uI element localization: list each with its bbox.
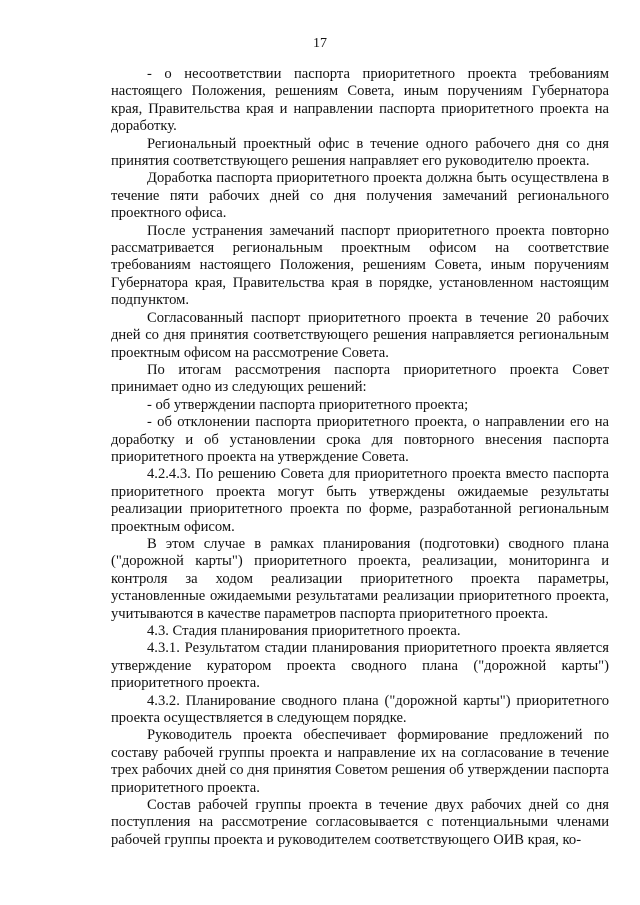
paragraph: Руководитель проекта обеспечивает формирование предложений по составу рабочей группы проекта и направление их на согласование в течение трех рабочих дней со дня принятия Советом решения об утверждении паспорта приоритетного проекта. xyxy=(111,727,609,796)
list-item: - об утверждении паспорта приоритетного проекта; xyxy=(147,396,469,413)
document-body xyxy=(111,66,609,849)
paragraph: После устранения замечаний паспорт приоритетного проекта повторно рассматривается региональным проектным офисом на соответствие требованиям настоящего Положения, решениям Совета, иным поручениям Губернатора края, Правительства края в порядке, установленном настоящим подпунктом. xyxy=(111,222,609,309)
paragraph: Доработка паспорта приоритетного проекта должна быть осуществлена в течение пяти рабочих дней со дня получения замечаний регионального проектного офиса. xyxy=(111,170,609,222)
paragraph: Согласованный паспорт приоритетного проекта в течение 20 рабочих дней со дня принятия соответствующего решения направляется региональным проектным офисом на рассмотрение Совета. xyxy=(111,309,609,361)
paragraph: По итогам рассмотрения паспорта приоритетного проекта Совет принимает одно из следующих решений: xyxy=(111,361,609,396)
paragraph: Региональный проектный офис в течение одного рабочего дня со дня принятия соответствующего решения направляет его руководителю проекта. xyxy=(111,135,609,170)
paragraph: Состав рабочей группы проекта в течение двух рабочих дней со дня поступления на рассмотрение согласовывается с потенциальными членами рабочей группы проекта и руководителем соответствующего ОИВ края, ко- xyxy=(111,797,609,848)
paragraph: - о несоответствии паспорта приоритетного проекта требованиям настоящего Положения, решениям Совета, иным поручениям Губернатора края, Правительства края и направлении паспорта приоритетного проекта на доработку. xyxy=(111,66,609,135)
list-item: - об отклонении паспорта приоритетного проекта, о направлении его на доработку и об установлении срока для повторного внесения паспорта приоритетного проекта на утверждение Совета. xyxy=(111,414,609,465)
paragraph: 4.3.1. Результатом стадии планирования приоритетного проекта является утверждение куратором проекта сводного плана ("дорожной карты") приоритетного проекта. xyxy=(111,640,609,692)
paragraph: 4.2.4.3. По решению Совета для приоритетного проекта вместо паспорта приоритетного проекта могут быть утверждены ожидаемые результаты реализации приоритетного проекта по форме, разработанной региональным проектным офисом. xyxy=(111,466,609,535)
paragraph: 4.3.2. Планирование сводного плана ("дорожной карты") приоритетного проекта осуществляется в следующем порядке. xyxy=(111,692,609,727)
paragraph: В этом случае в рамках планирования (подготовки) сводного плана ("дорожной карты") приоритетного проекта, реализации, мониторинга и контроля за ходом реализации приоритетного проекта параметры, установленные ожидаемыми результатами реализации приоритетного проекта, учитываются в качестве параметров паспорта приоритетного проекта. xyxy=(111,535,609,622)
section-heading: 4.3. Стадия планирования приоритетного проекта. xyxy=(147,623,461,639)
page-number: 17 xyxy=(313,36,327,51)
